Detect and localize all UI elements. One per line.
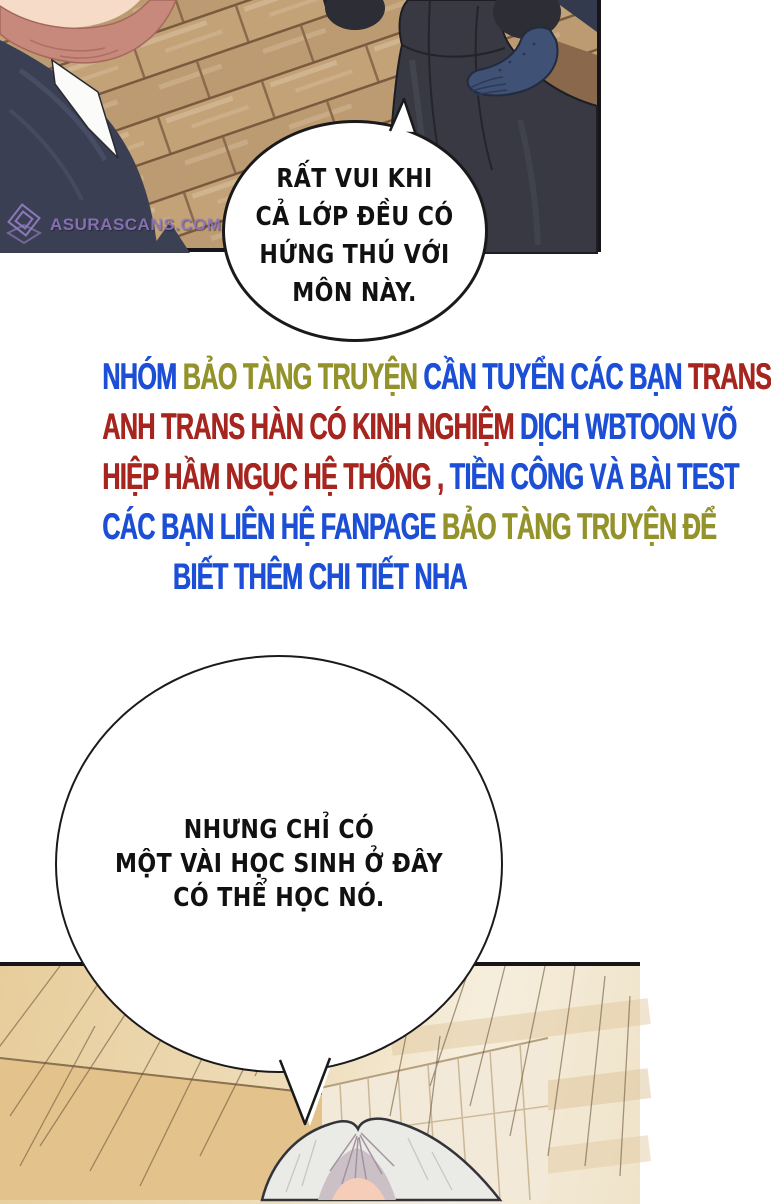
notice-line xyxy=(102,502,717,552)
speech-tail-up xyxy=(380,93,425,138)
notice-text-segment: BẢO TÀNG TRUYỆN ĐỂ xyxy=(442,506,717,547)
speech-line: MÔN NÀY. xyxy=(292,278,418,308)
notice-text-segment: BẢO TÀNG TRUYỆN xyxy=(182,356,424,397)
watermark xyxy=(4,203,221,247)
notice-line xyxy=(102,552,537,602)
asura-diamond-icon xyxy=(4,203,46,247)
notice-text-segment: CÁC BẠN LIÊN HỆ FANPAGE xyxy=(102,506,443,547)
speech-bubble-teacher xyxy=(222,120,488,342)
notice-line xyxy=(102,352,771,402)
notice-text-segment: TRANS xyxy=(688,356,771,397)
notice-line xyxy=(102,452,739,502)
speech-line: HỨNG THÚ VỚI xyxy=(259,240,451,270)
watermark-text: ASURASCANS.COM xyxy=(50,215,222,234)
speech-line: CẢ LỚP ĐỀU CÓ xyxy=(255,202,455,232)
speech-line: RẤT VUI KHI xyxy=(276,164,434,194)
notice-text-segment: CẦN TUYỂN CÁC BẠN xyxy=(423,356,689,397)
notice-text-segment: BIẾT THÊM CHI TIẾT NHA xyxy=(173,556,467,597)
notice-text-segment: TIỀN CÔNG VÀ BÀI TEST xyxy=(449,456,739,497)
speech-tail-down xyxy=(272,1048,342,1130)
speech-line: NHƯNG CHỈ CÓ xyxy=(183,815,375,845)
notice-text-segment: DỊCH WBTOON VÕ xyxy=(520,406,737,447)
notice-text-segment: ANH TRANS HÀN CÓ KINH NGHIỆM xyxy=(102,406,521,447)
notice-line xyxy=(102,402,737,452)
speech-line: MỘT VÀI HỌC SINH Ở ĐÂY xyxy=(114,849,444,879)
notice-text-segment: HIỆP HẦM NGỤC HỆ THỐNG , xyxy=(102,456,450,497)
recruitment-notice xyxy=(0,352,771,602)
speech-line: CÓ THỂ HỌC NÓ. xyxy=(173,883,385,913)
speech-bubble-teacher-2 xyxy=(55,655,503,1073)
notice-text-segment: NHÓM xyxy=(102,356,183,397)
